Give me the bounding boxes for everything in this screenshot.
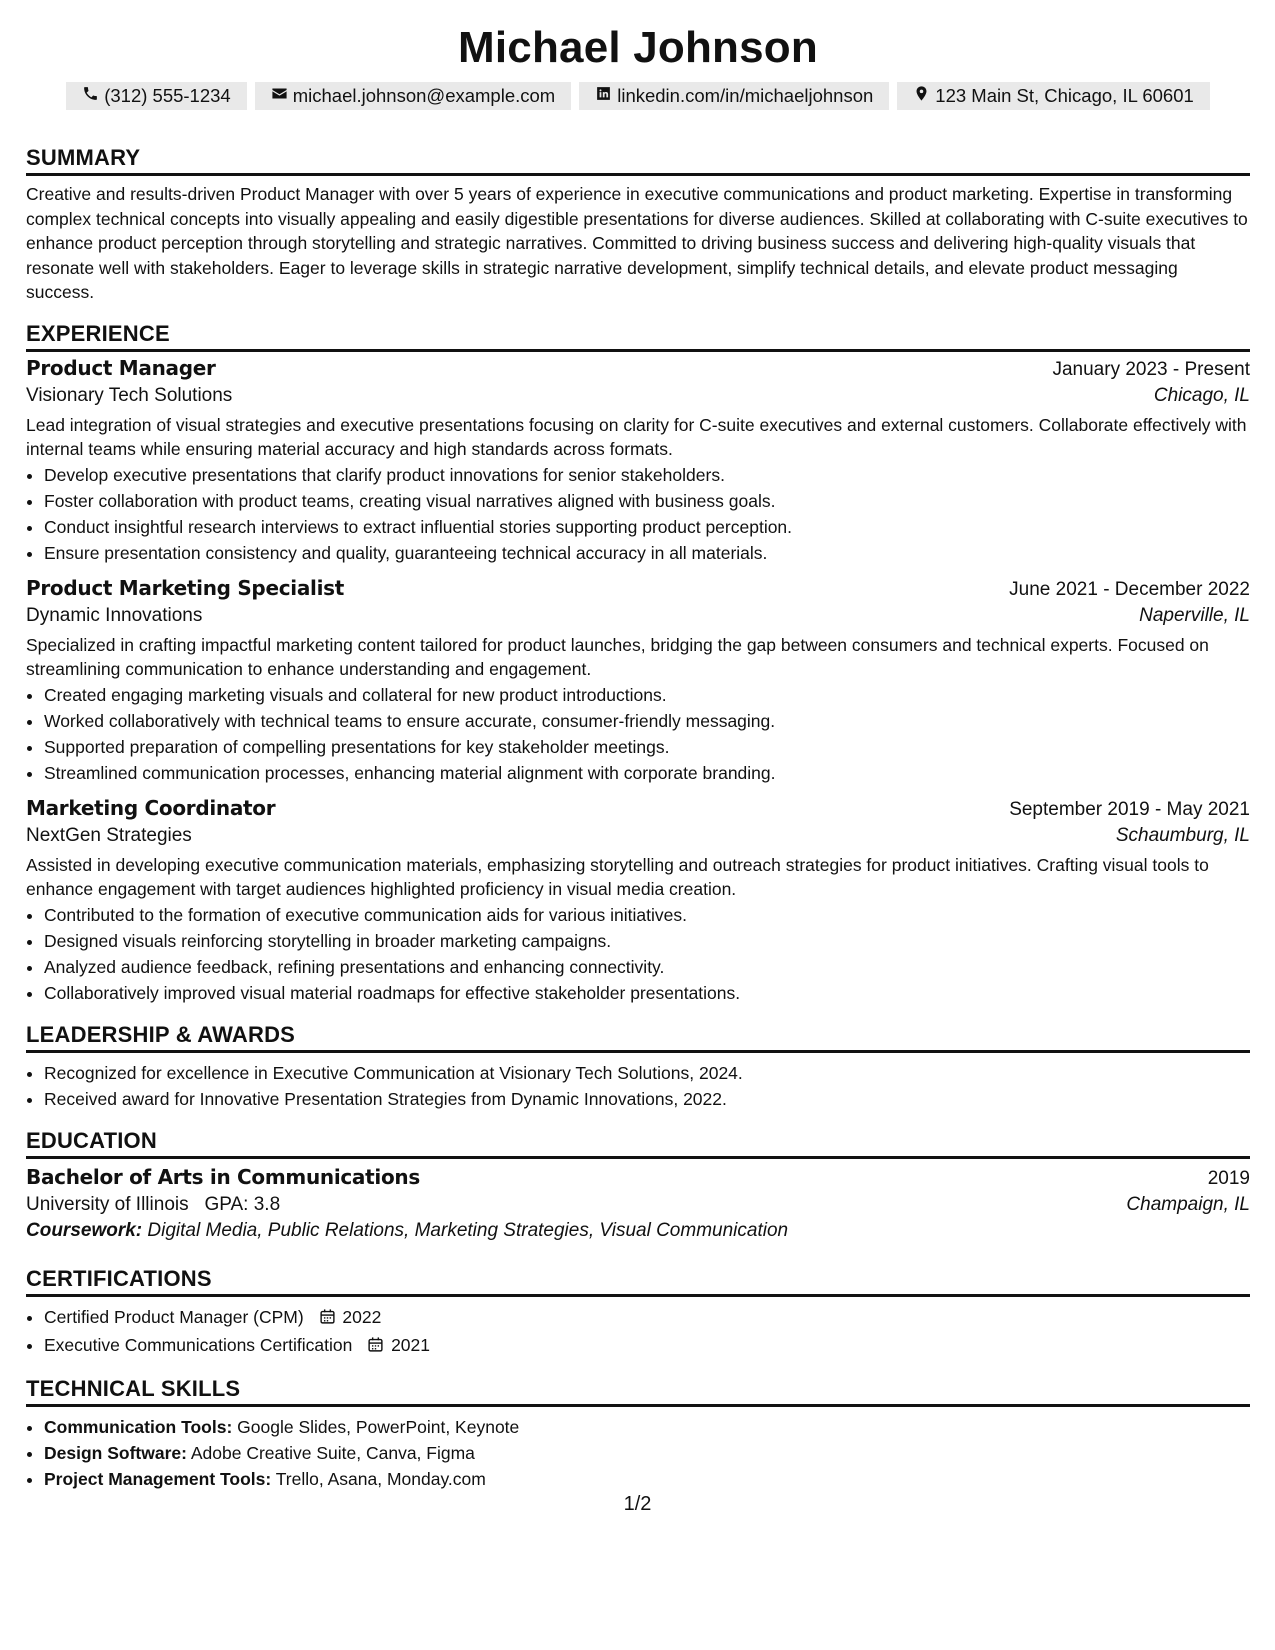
list-item bbox=[44, 1466, 1250, 1492]
job-dates: June 2021 - December 2022 bbox=[1009, 578, 1250, 600]
awards-section bbox=[26, 1020, 1250, 1112]
skill-values: Adobe Creative Suite, Canva, Figma bbox=[190, 1442, 475, 1463]
job-title: Product Marketing Specialist bbox=[26, 575, 344, 600]
job-bullets bbox=[26, 902, 1250, 1006]
coursework bbox=[26, 1216, 1250, 1246]
certifications-list bbox=[26, 1304, 1250, 1360]
list-item: • Streamlined communication processes, enhancing material alignment with corporate branding. bbox=[44, 760, 1250, 786]
calendar-icon bbox=[367, 1334, 384, 1360]
degree-title: Bachelor of Arts in Communications bbox=[26, 1164, 420, 1189]
section-title: LEADERSHIP & AWARDS bbox=[26, 1020, 1250, 1053]
linkedin-icon bbox=[595, 82, 612, 110]
certification-year: 2021 bbox=[391, 1334, 431, 1355]
phone-icon bbox=[82, 82, 99, 110]
coursework-label: Coursework: bbox=[26, 1219, 143, 1241]
school-name: University of Illinois bbox=[26, 1193, 189, 1215]
contact-email-text: michael.johnson@example.com bbox=[292, 85, 556, 106]
job-description: Assisted in developing executive communication materials, emphasizing storytelling and outreach strategies for product initiatives. Crafting visual tools to enhance engagement with target audiences highlighted proficiency in visual media creation. bbox=[26, 854, 1209, 899]
list-item: • Contributed to the formation of executive communication aids for various initiatives. bbox=[44, 902, 1250, 928]
list-item: • Collaboratively improved visual material roadmaps for effective stakeholder presentations. bbox=[44, 980, 1250, 1006]
contact-address[interactable] bbox=[897, 82, 1210, 110]
job-title: Marketing Coordinator bbox=[26, 795, 276, 820]
contact-address-text: 123 Main St, Chicago, IL 60601 bbox=[935, 85, 1194, 106]
list-item: • Analyzed audience feedback, refining presentations and enhancing connectivity. bbox=[44, 954, 1250, 980]
gpa: GPA: 3.8 bbox=[204, 1193, 281, 1215]
job-location: Chicago, IL bbox=[1153, 384, 1250, 406]
list-item: • Designed visuals reinforcing storytelling in broader marketing campaigns. bbox=[44, 928, 1250, 954]
contact-bar bbox=[26, 82, 1250, 110]
section-title: SUMMARY bbox=[26, 143, 1250, 176]
summary-section bbox=[26, 143, 1250, 305]
certification-name: Certified Product Manager (CPM) bbox=[44, 1306, 304, 1327]
skills-list bbox=[26, 1414, 1250, 1492]
company-name: Visionary Tech Solutions bbox=[26, 384, 233, 406]
job-entry bbox=[26, 576, 1250, 786]
page-number: 1/2 bbox=[623, 1493, 652, 1515]
coursework-list: Digital Media, Public Relations, Marketing Strategies, Visual Communication bbox=[147, 1219, 789, 1241]
contact-linkedin-text: linkedin.com/in/michaeljohnson bbox=[617, 85, 874, 106]
job-dates: January 2023 - Present bbox=[1052, 358, 1250, 380]
awards-list bbox=[26, 1060, 1250, 1112]
company-name: NextGen Strategies bbox=[26, 824, 192, 846]
list-item: • Received award for Innovative Presentation Strategies from Dynamic Innovations, 2022. bbox=[44, 1086, 1250, 1112]
list-item: • Worked collaboratively with technical teams to ensure accurate, consumer-friendly messaging. bbox=[44, 708, 1250, 734]
contact-phone-text: (312) 555-1234 bbox=[104, 85, 231, 106]
job-entry bbox=[26, 356, 1250, 566]
candidate-name: Michael Johnson bbox=[458, 23, 818, 72]
list-item: • Ensure presentation consistency and quality, guaranteeing technical accuracy in all materials. bbox=[44, 540, 1250, 566]
list-item: • Foster collaboration with product teams, creating visual narratives aligned with business goals. bbox=[44, 488, 1250, 514]
section-title: CERTIFICATIONS bbox=[26, 1264, 1250, 1297]
resume-page bbox=[26, 18, 1250, 1492]
job-description: Specialized in crafting impactful marketing content tailored for product launches, bridging the gap between consumers and technical experts. Focused on streamlining communication to enhance understanding and engagement. bbox=[26, 634, 1209, 679]
skills-section bbox=[26, 1374, 1250, 1492]
graduation-year: 2019 bbox=[1207, 1167, 1250, 1189]
skill-category: Project Management Tools: bbox=[44, 1468, 272, 1489]
contact-email[interactable] bbox=[255, 82, 572, 110]
list-item: • Develop executive presentations that clarify product innovations for senior stakeholders. bbox=[44, 462, 1250, 488]
calendar-icon bbox=[319, 1306, 336, 1332]
job-bullets bbox=[26, 682, 1250, 786]
section-title: EXPERIENCE bbox=[26, 319, 1250, 352]
school-location: Champaign, IL bbox=[1126, 1193, 1250, 1215]
section-title: EDUCATION bbox=[26, 1126, 1250, 1159]
list-item bbox=[44, 1440, 1250, 1466]
list-item bbox=[44, 1304, 1250, 1332]
contact-linkedin[interactable] bbox=[579, 82, 889, 110]
job-title: Product Manager bbox=[26, 355, 216, 380]
list-item bbox=[44, 1414, 1250, 1440]
map-pin-icon bbox=[913, 82, 930, 110]
certification-name: Executive Communications Certification bbox=[44, 1334, 353, 1355]
list-item: • Conduct insightful research interviews to extract influential stories supporting product perception. bbox=[44, 514, 1250, 540]
certification-year: 2022 bbox=[342, 1306, 382, 1327]
list-item bbox=[44, 1332, 1250, 1360]
skill-category: Communication Tools: bbox=[44, 1416, 233, 1437]
job-location: Naperville, IL bbox=[1139, 604, 1250, 626]
job-entry bbox=[26, 796, 1250, 1006]
company-name: Dynamic Innovations bbox=[26, 604, 203, 626]
section-title: TECHNICAL SKILLS bbox=[26, 1374, 1250, 1407]
summary-text: Creative and results-driven Product Manager with over 5 years of experience in executive communications and product marketing. Expertise in transforming complex technical concepts into visually appealing and easily digestible presentations for diverse audiences. Skilled at collaborating with C-suite executives to enhance product perception through storytelling and strategic narratives. Committed to driving business success and delivering high-quality visuals that resonate well with stakeholders. Eager to leverage skills in strategic narrative development, simplify technical details, and elevate product messaging success. bbox=[26, 184, 1248, 302]
skill-values: Trello, Asana, Monday.com bbox=[275, 1468, 486, 1489]
list-item: • Recognized for excellence in Executive Communication at Visionary Tech Solutions, 2024. bbox=[44, 1060, 1250, 1086]
job-description: Lead integration of visual strategies and executive presentations focusing on clarity for C-suite executives and external customers. Collaborate effectively with internal teams while ensuring material accuracy and high standards across formats. bbox=[26, 414, 1247, 459]
skill-category: Design Software: bbox=[44, 1442, 187, 1463]
certifications-section bbox=[26, 1264, 1250, 1360]
job-bullets bbox=[26, 462, 1250, 566]
list-item: • Supported preparation of compelling presentations for key stakeholder meetings. bbox=[44, 734, 1250, 760]
skill-values: Google Slides, PowerPoint, Keynote bbox=[237, 1416, 520, 1437]
job-location: Schaumburg, IL bbox=[1115, 824, 1250, 846]
job-dates: September 2019 - May 2021 bbox=[1009, 798, 1250, 820]
contact-phone[interactable] bbox=[66, 82, 247, 110]
education-section bbox=[26, 1126, 1250, 1246]
list-item: • Created engaging marketing visuals and collateral for new product introductions. bbox=[44, 682, 1250, 708]
envelope-icon bbox=[271, 82, 288, 110]
experience-section bbox=[26, 319, 1250, 1006]
